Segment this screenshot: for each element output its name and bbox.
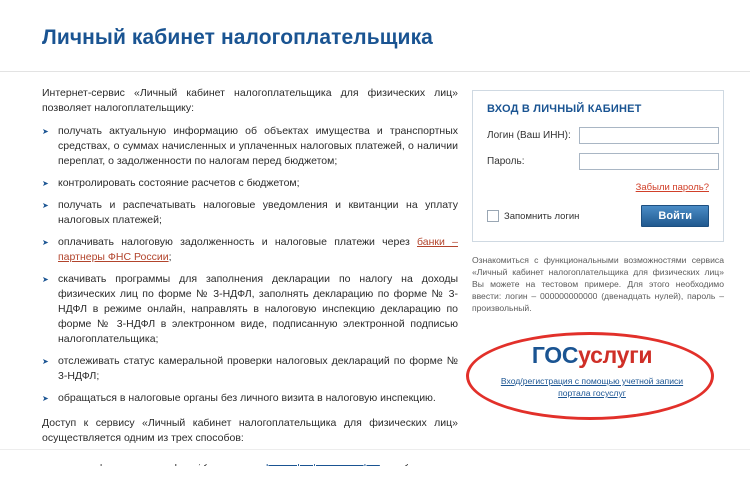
left-column	[42, 86, 472, 479]
password-label: Пароль:	[487, 156, 525, 167]
access-paragraph: Доступ к сервису «Личный кабинет налогоплательщика для физических лиц» осуществляется одним из трех способов:	[42, 417, 458, 444]
list-item	[42, 198, 458, 228]
right-column	[472, 86, 724, 479]
remember-and-submit-row	[487, 205, 709, 227]
remember-login-checkbox[interactable]	[487, 210, 499, 222]
footer-strip	[0, 449, 750, 464]
gosuslugi-logo	[472, 342, 712, 369]
feature-text: скачивать программы для заполнения декларации по налогу на доходы физических лиц по форме № 3-НДФЛ, заполнять декларацию по форме № 3-НДФЛ в режиме онлайн, направлять в налоговую инспекцию декларацию по форме № 3-НДФЛ в электронном виде, подписанную электронной подписью налогоплательщика;	[58, 273, 458, 345]
submit-button[interactable]: Войти	[641, 205, 709, 227]
feature-text-after: ;	[168, 251, 172, 263]
password-field-row	[487, 153, 709, 170]
login-input[interactable]	[579, 127, 719, 144]
feature-text: контролировать состояние расчетов с бюджетом;	[58, 177, 300, 189]
gosuslugi-block	[472, 332, 724, 424]
list-item	[42, 235, 458, 265]
list-item	[42, 354, 458, 384]
forgot-password-row	[487, 177, 709, 195]
remember-login-label: Запомнить логин	[504, 210, 580, 222]
feature-text: получать актуальную информацию об объектах имущества и транспортных средствах, о суммах начисленных и уплаченных налоговых платежей, о наличии переплат, о задолженности по налогам перед бюджетом;	[58, 125, 458, 167]
feature-text: обращаться в налоговые органы без личного визита в налоговую инспекцию.	[58, 392, 436, 404]
list-item	[42, 124, 458, 169]
list-item	[42, 391, 458, 406]
forgot-password-link[interactable]: Забыли пароль?	[635, 182, 709, 193]
login-label: Логин (Ваш ИНН):	[487, 130, 571, 141]
login-panel	[472, 90, 724, 242]
gosuslugi-logo-first: ГОС	[531, 342, 579, 368]
page-header	[0, 0, 750, 72]
feature-text: оплачивать налоговую задолженность и налоговые платежи через	[58, 236, 418, 248]
remember-login-control[interactable]	[487, 210, 579, 222]
list-item	[42, 272, 458, 347]
list-item	[42, 176, 458, 191]
login-note: Ознакомиться с функциональными возможностями сервиса «Личный кабинет налогоплательщика для физических лиц» Вы можете на тестовом примере. Для этого необходимо ввести: логин – 000000000000 (двенадцать нулей), пароль – произвольный.	[472, 255, 724, 313]
features-list	[42, 124, 458, 406]
gosuslugi-inner	[472, 342, 712, 399]
password-input[interactable]	[579, 153, 719, 170]
page-title: Личный кабинет налогоплательщика	[42, 26, 433, 49]
feature-text: получать и распечатывать налоговые уведомления и квитанции на уплату налоговых платежей;	[58, 199, 458, 226]
login-panel-title: ВХОД В ЛИЧНЫЙ КАБИНЕТ	[487, 103, 642, 115]
gosuslugi-logo-second: услуги	[578, 342, 653, 368]
page-content	[0, 72, 750, 479]
intro-paragraph: Интернет-сервис «Личный кабинет налогоплательщика для физических лиц» позволяет налогоплательщику:	[42, 87, 458, 114]
login-field-row	[487, 127, 709, 144]
gosuslugi-login-link[interactable]: Вход/регистрация с помощью учетной записи портала госуслуг	[500, 376, 684, 398]
banks-partners-link[interactable]: банки – партнеры ФНС России	[58, 236, 458, 263]
feature-text: отслеживать статус камеральной проверки налоговых деклараций по форме № 3-НДФЛ;	[58, 355, 458, 382]
